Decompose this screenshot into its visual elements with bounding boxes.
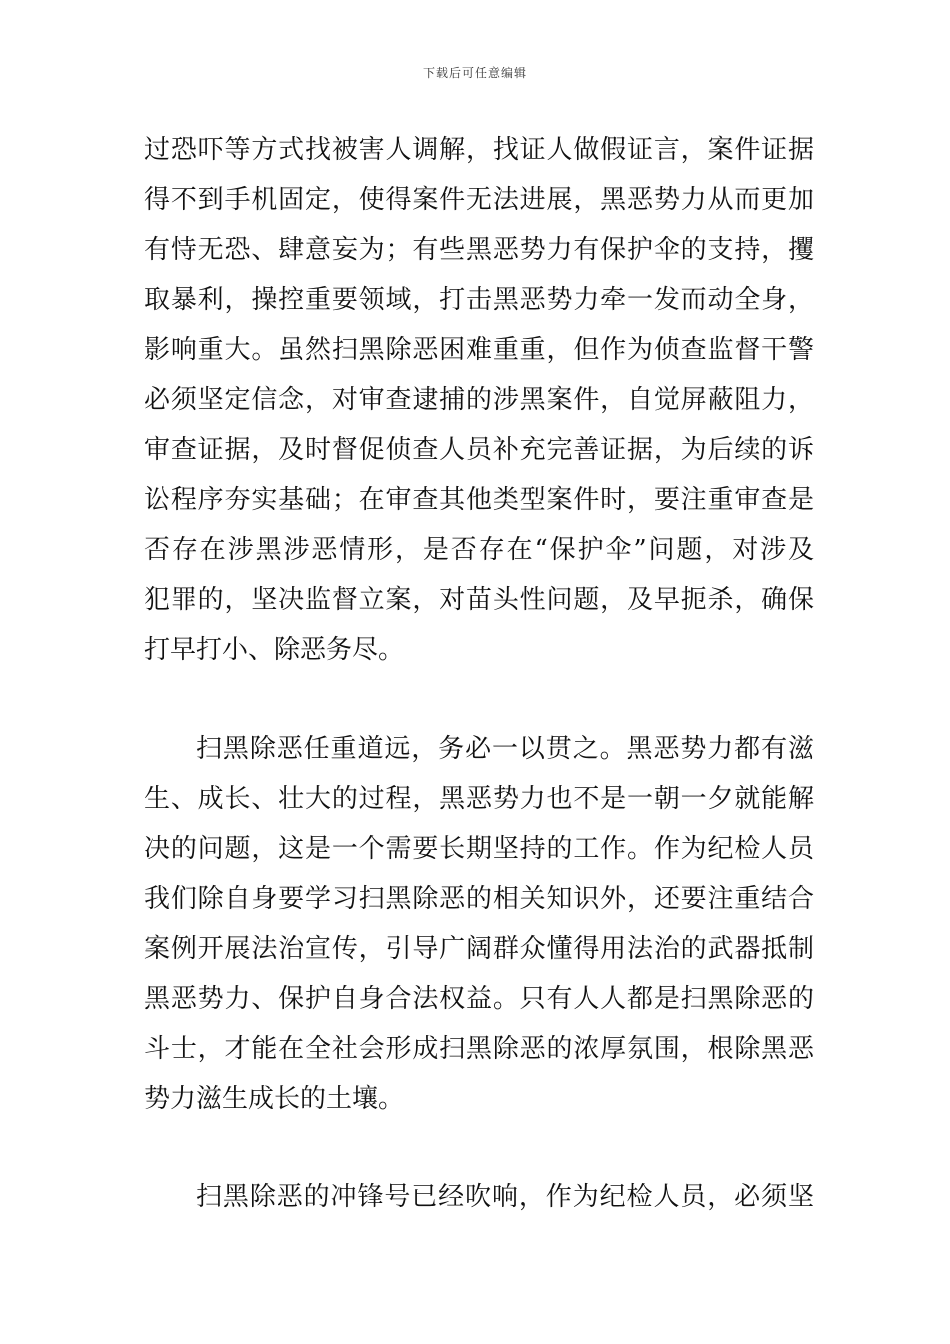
- paragraph-line: 影响重大。虽然扫黑除恶困难重重，但作为侦查监督干警: [144, 335, 814, 365]
- paragraph-line: 审查证据，及时督促侦查人员补充完善证据，为后续的诉: [144, 435, 814, 465]
- paragraph-line: 势力滋生成长的土壤。: [144, 1084, 405, 1114]
- paragraph-line: 案例开展法治宣传，引导广阔群众懂得用法治的武器抵制: [144, 934, 814, 964]
- page-header: 下载后可任意编辑: [422, 66, 527, 80]
- paragraph-line: 扫黑除恶任重道远，务必一以贯之。黑恶势力都有滋: [196, 734, 814, 764]
- paragraph-line: 有恃无恐、肆意妄为；有些黑恶势力有保护伞的支持，攫: [144, 235, 814, 265]
- paragraph-line: 犯罪的，坚决监督立案，对苗头性问题，及早扼杀，确保: [144, 585, 814, 615]
- paragraph-line: 过恐吓等方式找被害人调解，找证人做假证言，案件证据: [144, 135, 814, 165]
- paragraph-line: 得不到手机固定，使得案件无法进展，黑恶势力从而更加: [144, 185, 814, 215]
- paragraph-line: 斗士，才能在全社会形成扫黑除恶的浓厚氛围，根除黑恶: [144, 1034, 814, 1064]
- paragraph-line: 生、成长、壮大的过程，黑恶势力也不是一朝一夕就能解: [144, 784, 814, 814]
- paragraph-line: 打早打小、除恶务尽。: [144, 635, 405, 665]
- paragraph-line: 决的问题，这是一个需要长期坚持的工作。作为纪检人员: [144, 834, 814, 864]
- paragraph-line: 必须坚定信念，对审查逮捕的涉黑案件，自觉屏蔽阻力，: [144, 385, 814, 415]
- paragraph-line: 黑恶势力、保护自身合法权益。只有人人都是扫黑除恶的: [144, 984, 814, 1014]
- paragraph-line: 扫黑除恶的冲锋号已经吹响，作为纪检人员，必须坚: [196, 1182, 814, 1212]
- paragraph-line: 取暴利，操控重要领域，打击黑恶势力牵一发而动全身，: [144, 285, 814, 315]
- paragraph-line: 否存在涉黑涉恶情形，是否存在“保护伞”问题，对涉及: [144, 535, 814, 565]
- paragraph-line: 讼程序夯实基础；在审查其他类型案件时，要注重审查是: [144, 485, 814, 515]
- paragraph-line: 我们除自身要学习扫黑除恶的相关知识外，还要注重结合: [144, 884, 814, 914]
